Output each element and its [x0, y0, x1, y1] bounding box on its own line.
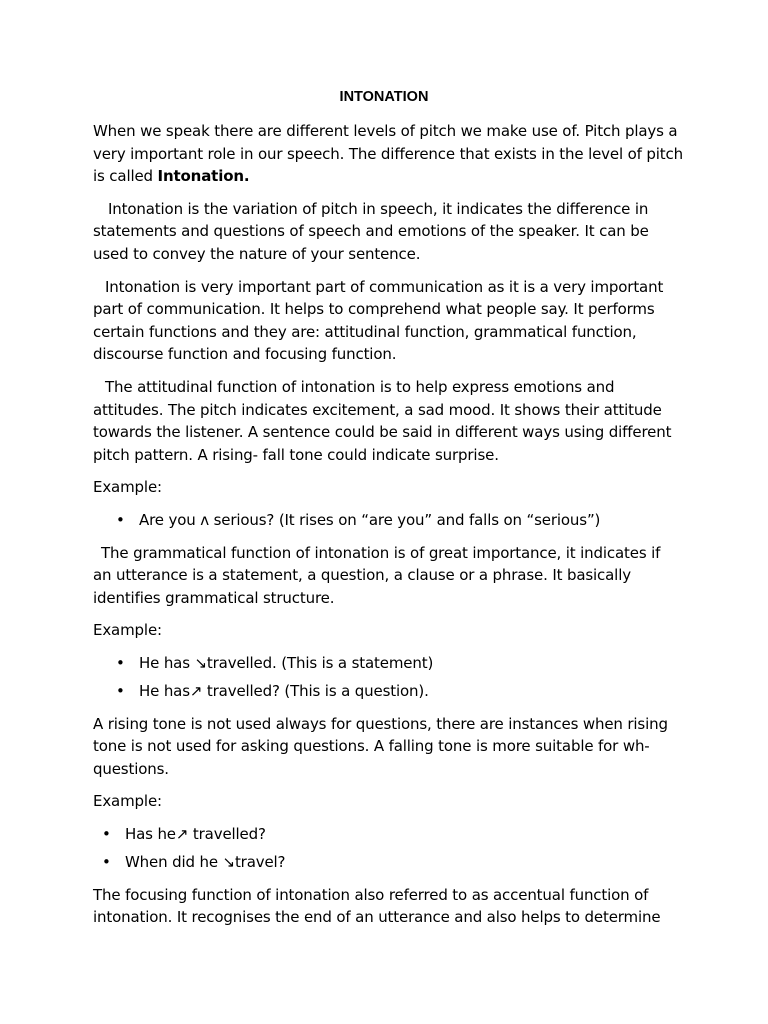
list-item	[93, 652, 683, 675]
bullet-icon: •	[102, 853, 111, 872]
list-item-text: He has↗ travelled? (This is a question).	[139, 681, 429, 700]
paragraph-functions: Intonation is very important part of communication as it is a very important part of communication. It helps to comprehend what people say. It performs certain functions and they are: attitudinal function, grammatical function, discourse function and focusing function.	[93, 277, 664, 364]
list-item-text: When did he ↘travel?	[125, 853, 286, 872]
paragraph-grammatical: The grammatical function of intonation is of great importance, it indicates if an utterance is a statement, a question, a clause or a phrase. It basically identifies grammatical structure.	[93, 543, 661, 607]
paragraph-intro	[93, 120, 683, 188]
list-item	[93, 509, 683, 532]
paragraph-rising-tone: A rising tone is not used always for questions, there are instances when rising tone is not used for asking questions. A falling tone is more suitable for wh-questions.	[93, 714, 668, 778]
example-list-1	[93, 509, 683, 532]
paragraph-focusing: The focusing function of intonation also referred to as accentual function of intonation. It recognises the end of an utterance and also helps to determine	[93, 885, 661, 927]
example-list-3	[93, 823, 683, 874]
list-item	[93, 851, 683, 874]
paragraph-attitudinal: The attitudinal function of intonation is to help express emotions and attitudes. The pitch indicates excitement, a sad mood. It shows their attitude towards the listener. A sentence could be said in different ways using different pitch pattern. A rising- fall tone could indicate surprise.	[93, 377, 672, 464]
example-list-2	[93, 652, 683, 703]
bullet-icon: •	[116, 510, 125, 529]
intro-text: When we speak there are different levels of pitch we make use of. Pitch plays a very important role in our speech. The difference that exists in the level of pitch is called	[93, 122, 683, 186]
document-body	[93, 120, 683, 939]
example-label-1: Example:	[93, 478, 162, 497]
list-item-text: Are you ʌ serious? (It rises on “are you” and falls on “serious”)	[139, 510, 601, 529]
intro-term: Intonation.	[157, 167, 250, 186]
bullet-icon: •	[116, 653, 125, 672]
list-item-text: He has ↘travelled. (This is a statement)	[139, 653, 434, 672]
paragraph-definition: Intonation is the variation of pitch in speech, it indicates the difference in statements and questions of speech and emotions of the speaker. It can be used to convey the nature of your sentence.	[93, 199, 649, 263]
example-label-3: Example:	[93, 792, 162, 811]
page-title: INTONATION	[339, 89, 429, 105]
example-label-2: Example:	[93, 621, 162, 640]
list-item-text: Has he↗ travelled?	[125, 824, 266, 843]
list-item	[93, 680, 683, 703]
bullet-icon: •	[102, 824, 111, 843]
bullet-icon: •	[116, 681, 125, 700]
list-item	[93, 823, 683, 846]
